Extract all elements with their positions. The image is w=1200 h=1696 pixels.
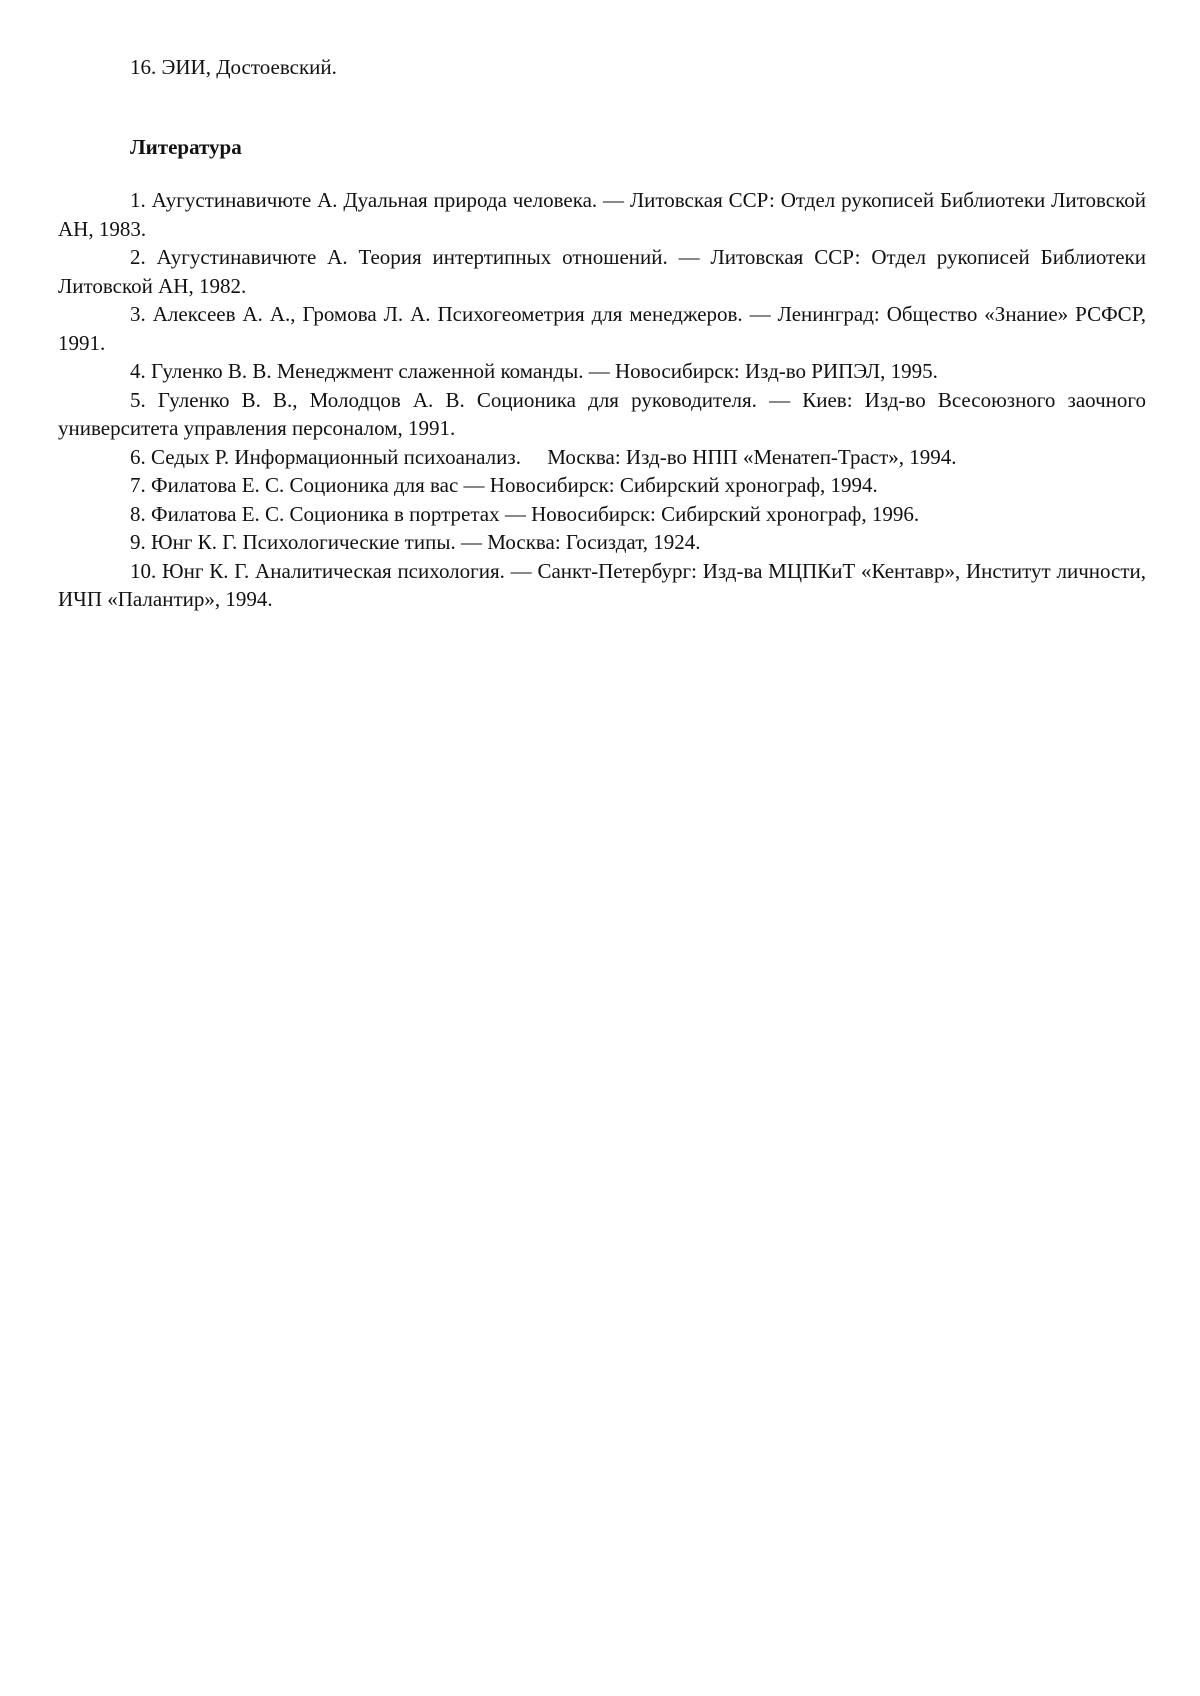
section-heading-literature: Литература — [130, 135, 242, 159]
reference-item: 5. Гуленко В. В., Молодцов А. В. Соционика для руководителя. — Киев: Изд-во Всесоюзного заочного университета управления персоналом, 1991. — [58, 387, 1146, 440]
reference-item: 4. Гуленко В. В. Менеджмент слаженной команды. — Новосибирск: Изд-во РИПЭЛ, 1995. — [130, 359, 938, 383]
reference-item: 2. Аугустинавичюте А. Теория интертипных отношений. — Литовская ССР: Отдел рукописей Библиотеки Литовской АН, 1982. — [58, 245, 1146, 298]
document-page — [58, 52, 1146, 614]
reference-item: 6. Седых Р. Информационный психоанализ. Москва: Изд-во НПП «Менатеп-Траст», 1994. — [130, 444, 957, 469]
reference-item: 8. Филатова Е. С. Соционика в портретах — Новосибирск: Сибирский хронограф, 1996. — [130, 501, 920, 526]
references-list — [58, 186, 1146, 614]
reference-item: 7. Филатова Е. С. Соционика для вас — Новосибирск: Сибирский хронограф, 1994. — [130, 473, 878, 497]
list-item-16: 16. ЭИИ, Достоевский. — [130, 55, 337, 79]
reference-item: 9. Юнг К. Г. Психологические типы. — Москва: Госиздат, 1924. — [130, 530, 701, 554]
reference-item: 1. Аугустинавичюте А. Дуальная природа человека. — Литовская ССР: Отдел рукописей Библиотеки Литовской АН, 1983. — [58, 188, 1146, 241]
reference-item: 10. Юнг К. Г. Аналитическая психология. — Санкт-Петербург: Изд-ва МЦПКиТ «Кентавр», Институт личности, ИЧП «Палантир», 1994. — [58, 558, 1146, 611]
reference-item: 3. Алексеев А. А., Громова Л. А. Психогеометрия для менеджеров. — Ленинград: Общество «Знание» РСФСР, 1991. — [58, 302, 1146, 355]
